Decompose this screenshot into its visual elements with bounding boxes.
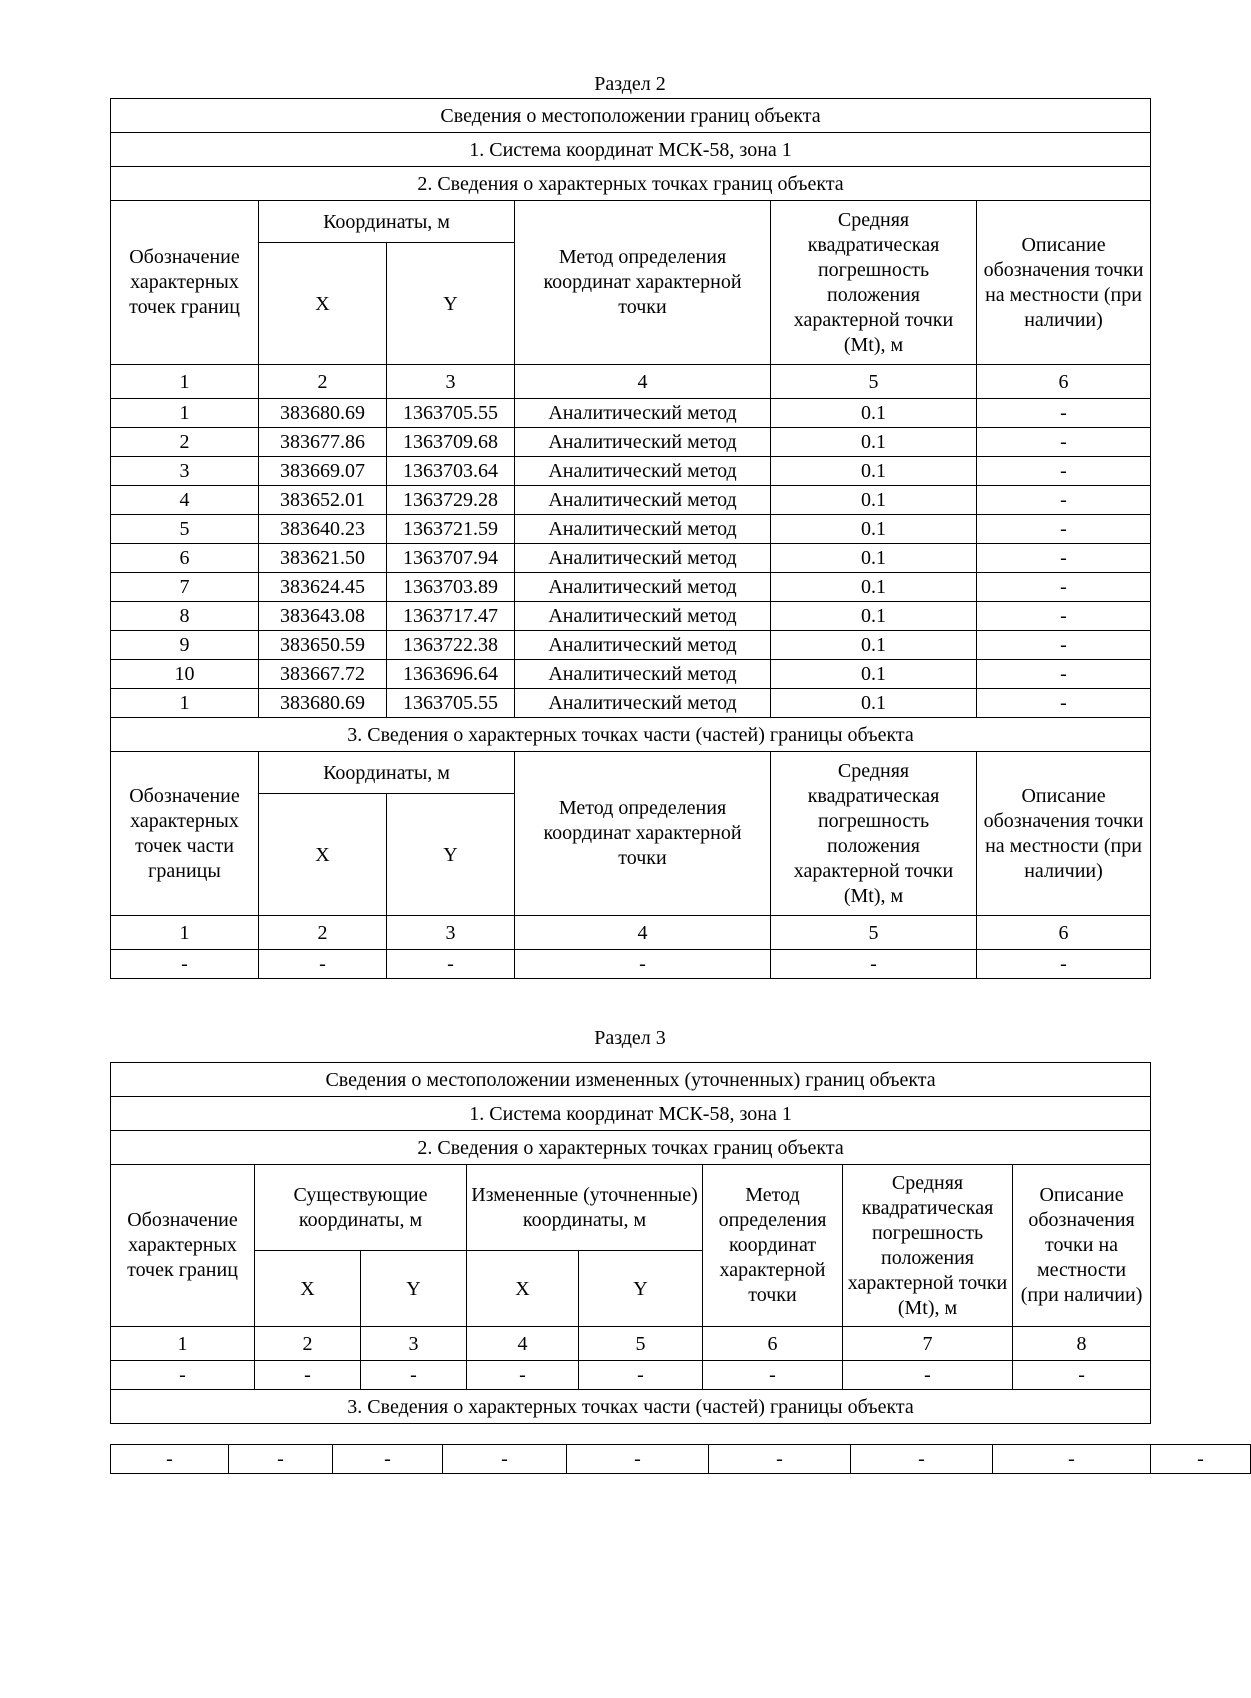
table-row [111,544,1151,573]
part-column-numbers-row [111,916,1151,950]
point-x-cell: 383624.45 [259,573,387,602]
col-number: 8 [1013,1327,1151,1361]
section-3-heading: Сведения о местоположении измененных (уточненных) границ объекта [111,1063,1151,1097]
point-y-cell: 1363703.89 [387,573,515,602]
point-y-cell: 1363707.94 [387,544,515,573]
s3-col-header-x-existing: X [255,1251,361,1327]
table-cell: - [111,950,259,979]
section-3-title: Раздел 3 [594,1027,666,1049]
point-mt-cell: 0.1 [771,602,977,631]
col-header-coords: Координаты, м [259,201,515,243]
col-header-description: Описание обозначения точки на местности (при наличии) [977,201,1151,365]
point-method-cell: Аналитический метод [515,602,771,631]
point-y-cell: 1363705.55 [387,399,515,428]
table-cell: - [709,1445,851,1474]
point-n-cell: 5 [111,515,259,544]
col-number: 2 [255,1327,361,1361]
col-number: 2 [259,916,387,950]
point-y-cell: 1363709.68 [387,428,515,457]
table-cell: - [259,950,387,979]
col-header-error: Средняя квадратическая погрешность положения характерной точки (Mt), м [771,201,977,365]
s3-col-header-existing: Существующие координаты, м [255,1165,467,1251]
point-x-cell: 383621.50 [259,544,387,573]
point-y-cell: 1363722.38 [387,631,515,660]
point-desc-cell: - [977,544,1151,573]
col-number: 2 [259,365,387,399]
point-mt-cell: 0.1 [771,486,977,515]
point-method-cell: Аналитический метод [515,631,771,660]
table-cell: - [703,1361,843,1390]
point-x-cell: 383650.59 [259,631,387,660]
point-mt-cell: 0.1 [771,573,977,602]
column-numbers-row [111,365,1151,399]
point-desc-cell: - [977,660,1151,689]
section-2-table [110,98,1151,979]
point-y-cell: 1363717.47 [387,602,515,631]
table-row [111,660,1151,689]
point-method-cell: Аналитический метод [515,457,771,486]
table-cell: - [579,1361,703,1390]
col-header-x: X [259,243,387,365]
table-row [111,631,1151,660]
point-desc-cell: - [977,689,1151,718]
point-mt-cell: 0.1 [771,544,977,573]
table-cell: - [333,1445,443,1474]
point-desc-cell: - [977,631,1151,660]
point-n-cell: 2 [111,428,259,457]
point-y-cell: 1363703.64 [387,457,515,486]
point-n-cell: 1 [111,689,259,718]
table-cell: - [1013,1361,1151,1390]
table-cell: - [567,1445,709,1474]
col-number: 3 [361,1327,467,1361]
table-row [111,573,1151,602]
point-mt-cell: 0.1 [771,515,977,544]
point-desc-cell: - [977,457,1151,486]
s3-col-header-x-changed: X [467,1251,579,1327]
table-cell: - [111,1445,229,1474]
table-cell: - [515,950,771,979]
table-row [111,689,1151,718]
point-n-cell: 1 [111,399,259,428]
part-col-header-designation: Обозначение характерных точек части границы [111,752,259,916]
table-row [111,515,1151,544]
section-2-heading: Сведения о местоположении границ объекта [111,99,1151,133]
col-number: 7 [843,1327,1013,1361]
col-number: 5 [579,1327,703,1361]
table-row [111,486,1151,515]
part-col-header-coords: Координаты, м [259,752,515,794]
s3-part-points-row [111,1445,1251,1474]
col-number: 6 [977,916,1151,950]
table-cell: - [361,1361,467,1390]
point-n-cell: 7 [111,573,259,602]
point-x-cell: 383643.08 [259,602,387,631]
point-method-cell: Аналитический метод [515,428,771,457]
s3-col-header-designation: Обозначение характерных точек границ [111,1165,255,1327]
col-header-method: Метод определения координат характерной точки [515,201,771,365]
s3-points-row [111,1361,1151,1390]
point-x-cell: 383667.72 [259,660,387,689]
point-desc-cell: - [977,428,1151,457]
point-mt-cell: 0.1 [771,689,977,718]
col-number: 4 [515,365,771,399]
col-number: 3 [387,365,515,399]
table-row [111,602,1151,631]
s3-col-header-error: Средняя квадратическая погрешность положения характерной точки (Mt), м [843,1165,1013,1327]
table-cell: - [467,1361,579,1390]
point-method-cell: Аналитический метод [515,689,771,718]
point-mt-cell: 0.1 [771,428,977,457]
table-cell: - [111,1361,255,1390]
point-y-cell: 1363721.59 [387,515,515,544]
table-cell: - [255,1361,361,1390]
table-cell: - [993,1445,1151,1474]
part-col-header-error: Средняя квадратическая погрешность положения характерной точки (Mt), м [771,752,977,916]
point-desc-cell: - [977,515,1151,544]
point-n-cell: 6 [111,544,259,573]
s3-col-header-y-existing: Y [361,1251,467,1327]
point-method-cell: Аналитический метод [515,544,771,573]
section-2-title: Раздел 2 [594,73,666,95]
col-number: 1 [111,1327,255,1361]
table-row [111,428,1151,457]
s3-col-header-changed: Измененные (уточненные) координаты, м [467,1165,703,1251]
point-mt-cell: 0.1 [771,457,977,486]
col-number: 6 [977,365,1151,399]
table-cell: - [851,1445,993,1474]
table-cell: - [977,950,1151,979]
point-x-cell: 383680.69 [259,399,387,428]
s3-part-points-heading: 3. Сведения о характерных точках части (частей) границы объекта [111,1390,1151,1424]
point-x-cell: 383652.01 [259,486,387,515]
table-cell: - [387,950,515,979]
table-row [111,399,1151,428]
col-number: 5 [771,916,977,950]
col-number: 4 [467,1327,579,1361]
col-number: 6 [703,1327,843,1361]
section-3-table [110,1062,1151,1424]
point-method-cell: Аналитический метод [515,573,771,602]
point-x-cell: 383680.69 [259,689,387,718]
part-col-header-x: X [259,794,387,916]
part-col-header-y: Y [387,794,515,916]
table-cell: - [771,950,977,979]
point-method-cell: Аналитический метод [515,515,771,544]
point-n-cell: 4 [111,486,259,515]
col-header-designation: Обозначение характерных точек границ [111,201,259,365]
col-number: 1 [111,916,259,950]
point-y-cell: 1363729.28 [387,486,515,515]
part-points-heading: 3. Сведения о характерных точках части (частей) границы объекта [111,718,1151,752]
s3-col-header-description: Описание обозначения точки на местности (при наличии) [1013,1165,1151,1327]
s3-col-header-method: Метод определения координат характерной точки [703,1165,843,1327]
table-cell: - [1151,1445,1251,1474]
s3-col-header-y-changed: Y [579,1251,703,1327]
point-y-cell: 1363696.64 [387,660,515,689]
col-number: 1 [111,365,259,399]
point-x-cell: 383640.23 [259,515,387,544]
point-method-cell: Аналитический метод [515,660,771,689]
point-x-cell: 383677.86 [259,428,387,457]
s3-part-points-table [110,1444,1251,1474]
s3-coordinate-system-label: 1. Система координат МСК-58, зона 1 [111,1097,1151,1131]
point-desc-cell: - [977,602,1151,631]
point-n-cell: 3 [111,457,259,486]
point-n-cell: 8 [111,602,259,631]
s3-column-numbers-row [111,1327,1151,1361]
point-mt-cell: 0.1 [771,399,977,428]
coordinate-system-label: 1. Система координат МСК-58, зона 1 [111,133,1151,167]
point-n-cell: 9 [111,631,259,660]
s3-boundary-points-heading: 2. Сведения о характерных точках границ объекта [111,1131,1151,1165]
point-y-cell: 1363705.55 [387,689,515,718]
table-cell: - [229,1445,333,1474]
table-row [111,457,1151,486]
point-mt-cell: 0.1 [771,631,977,660]
part-points-row [111,950,1151,979]
point-x-cell: 383669.07 [259,457,387,486]
point-method-cell: Аналитический метод [515,399,771,428]
point-method-cell: Аналитический метод [515,486,771,515]
table-cell: - [843,1361,1013,1390]
col-header-y: Y [387,243,515,365]
point-desc-cell: - [977,573,1151,602]
part-col-header-method: Метод определения координат характерной точки [515,752,771,916]
part-col-header-description: Описание обозначения точки на местности (при наличии) [977,752,1151,916]
point-desc-cell: - [977,399,1151,428]
point-mt-cell: 0.1 [771,660,977,689]
col-number: 5 [771,365,977,399]
table-cell: - [443,1445,567,1474]
col-number: 3 [387,916,515,950]
boundary-points-heading: 2. Сведения о характерных точках границ объекта [111,167,1151,201]
point-desc-cell: - [977,486,1151,515]
col-number: 4 [515,916,771,950]
point-n-cell: 10 [111,660,259,689]
